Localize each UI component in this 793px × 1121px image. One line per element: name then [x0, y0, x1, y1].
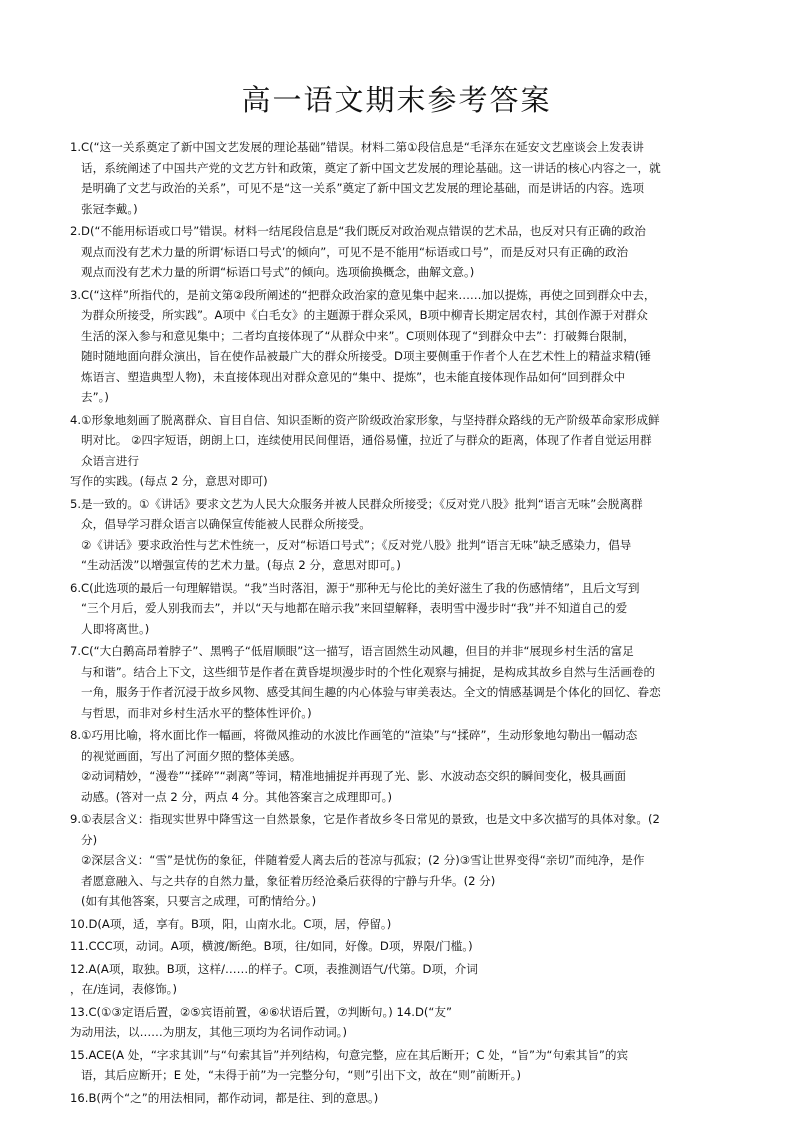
answer-continuation: ，在/连词，表修饰。) [70, 982, 177, 996]
answer-line: 6.C(此选项的最后一句理解错误。“我”当时落泪，源于“那种无与伦比的美好滋生了我的伤感情绪”，且后文写到 [70, 580, 640, 595]
answer-line: 12.A(A项，取独。B项，这样/……的样子。C项，表推测语气/代第。D项，介词 [70, 961, 478, 976]
answer-line: 人即将离世。) [81, 621, 150, 636]
answer-line: 1.C(“这一关系奠定了新中国文艺发展的理论基础”错误。材料二第①段信息是“毛泽东在延安文艺座谈会上发表讲 [70, 140, 644, 154]
answer-line: 观点而没有艺术力量的所谓“标语口号式”的倾向。选项偷换概念，曲解文意。) [81, 265, 475, 279]
answer-line: 生活的深入参与和意见集中；二者均直接体现了“从群众中来”。C项则体现了“到群众中去”：打破舞台限制， [81, 328, 635, 343]
answer-line: 一角，服务于作者沉浸于故乡风物、感受其间生趣的内心体验与审美表达。全文的情感基调是个体化的回忆、眷恋 [81, 685, 661, 699]
answer-line: 与哲思，而非对乡村生活水平的整体性评价。) [81, 705, 312, 720]
answer-line: 13.C(①③定语后置，②⑤宾语前置，④⑥状语后置，⑦判断句。) 14.D(“友” [70, 1004, 452, 1019]
answer-item [70, 641, 730, 723]
answer-line: 是明确了文艺与政治的关系”，可见不是“这一关系”奠定了新中国文艺发展的理论基础，而是讲话的内容。选项 [81, 181, 644, 195]
answer-continuation: 写作的实践。(每点 2 分，意思对即可) [70, 474, 268, 488]
answer-line: 15.ACE(A 处，“字求其训”与“句索其旨”并列结构，句意完整，应在其后断开；C 处，“旨”为“句索其旨”的宾 [70, 1047, 629, 1062]
answer-line: 张冠李戴。) [81, 201, 138, 216]
answer-line: 众语言进行 [81, 453, 139, 468]
answer-item [70, 578, 730, 640]
answer-subline: 者愿意融入、与之共存的自然力量，象征着历经沧桑后获得的宁静与升华。(2 分) [81, 873, 496, 888]
answer-item [70, 137, 730, 219]
answer-line: 2.D(“不能用标语或口号”错误。材料一结尾段信息是“我们既反对政治观点错误的艺术品，也反对只有正确的政治 [70, 224, 646, 238]
answer-line: 众，倡导学习群众语言以确保宣传能被人民群众所接受。 [81, 517, 371, 531]
answer-item [70, 494, 730, 576]
answer-line: 去”。) [81, 390, 109, 404]
answer-item [70, 725, 730, 807]
answer-item [70, 809, 730, 912]
answer-line: 语，其后应断开；E 处，“未得于前”为一完整分句，“则”引出下文，故在“则”前断开。) [81, 1068, 521, 1082]
answer-line: 炼语言、塑造典型人物)，未直接体现出对群众意见的“集中、提炼”，也未能直接体现作品如何“回到群众中 [81, 369, 626, 384]
answer-item [70, 285, 730, 408]
answer-item [70, 936, 730, 957]
answer-line: 为群众所接受，所实践”。A项中《白毛女》的主题源于群众采风，B项中柳青长期定居农村，其创作源于对群众 [81, 308, 648, 322]
answer-line: 5.是一致的。①《讲话》要求文艺为人民大众服务并被人民群众所接受；《反对党八股》批判“语言无味”会脱离群 [70, 496, 643, 511]
answer-subline: 动感。(答对一点 2 分，两点 4 分。其他答案言之成理即可。) [81, 789, 392, 804]
answer-item [70, 221, 730, 283]
answer-subline: ②《讲话》要求政治性与艺术性统一，反对“标语口号式”；《反对党八股》批判“语言无味”缺乏感染力，倡导 [81, 537, 632, 552]
answer-line: 的视觉画面，写出了河面夕照的整体美感。 [81, 748, 302, 763]
answer-item [70, 1045, 730, 1086]
answer-subline: ②动词精妙，“漫卷”“揉碎”“剥离”等词，精准地捕捉并再现了光、影、水波动态交织的瞬间变化，极具画面 [81, 769, 626, 783]
answer-line: 与和谐”。结合上下文，这些细节是作者在黄昏堤坝漫步时的个性化观察与捕捉，是构成其故乡自然与生活画卷的 [81, 664, 656, 679]
answer-list [70, 137, 730, 1110]
answer-item [70, 1088, 730, 1109]
answer-line: 3.C(“这样”所指代的，是前文第②段所阐述的“把群众政治家的意见集中起来……加以提炼，再使之回到群众中去， [70, 287, 656, 302]
answer-line: 分) [81, 832, 98, 847]
answer-subline: “生动活泼”以增强宣传的艺术力量。(每点 2 分，意思对即可。) [81, 558, 401, 572]
answer-line: 16.B(两个“之”的用法相同，都作动词，都是往、到的意思。) [70, 1090, 379, 1105]
answer-item [70, 410, 730, 492]
answer-line: 话，系统阐述了中国共产党的文艺方针和政策，奠定了新中国文艺发展的理论基础。这一讲话的核心内容之一，就 [81, 160, 661, 175]
answer-item [70, 959, 730, 1000]
page-title: 高一语文期末参考答案 [241, 83, 552, 117]
answer-line: 7.C(“大白鹅高昂着脖子”、黑鸭子“低眉顺眼”这一描写，语言固然生动风趣，但目的并非“展现乡村生活的富足 [70, 644, 634, 658]
answer-line: 9.①表层含义：指现实世界中降雪这一自然景象，它是作者故乡冬日常见的景致，也是文中多次描写的具体对象。(2 [70, 812, 660, 826]
answer-line: 明对比。 ②四字短语，朗朗上口，连续使用民间俚语，通俗易懂，拉近了与群众的距离，体现了作者自觉运用群 [81, 433, 652, 447]
answer-line: 4.①形象地刻画了脱离群众、盲目自信、知识歪断的资产阶级政治家形象，与坚持群众路线的无产阶级革命家形成鲜 [70, 412, 660, 427]
answer-line: 8.①巧用比喻，将水面比作一幅画，将微风推动的水波比作画笔的“渲染”与“揉碎”，生动形象地勾勒出一幅动态 [70, 728, 638, 742]
answer-line: 随时随地面向群众演出，旨在使作品被最广大的群众所接受。D项主要侧重于作者个人在艺术性上的精益求精(锤 [81, 349, 651, 363]
answer-line: 11.CCC项，动词。A项，横渡/断绝。B项，往/如同，好像。D项，界限/门槛。) [70, 939, 473, 953]
answer-continuation: 为动用法，以……为朋友，其他三项均为名词作动词。) [70, 1025, 347, 1039]
answer-line: 观点而没有艺术力量的所谓‘标语口号式’的倾向”，可见不是不能用“标语或口号”，而是反对只有正确的政治 [81, 244, 629, 259]
answer-item [70, 1002, 730, 1043]
answer-line: “三个月后，爱人别我而去”，并以“天与地都在暗示我”来回望解释，表明雪中漫步时“我”并不知道自己的爱 [81, 601, 628, 615]
answer-line: 10.D(A项，适，享有。B项，阳，山南水北。C项，居，停留。) [70, 916, 392, 931]
answer-item [70, 914, 730, 935]
answer-subline: (如有其他答案，只要言之成理，可酌情给分。) [81, 894, 317, 908]
answer-subline: ②深层含义：“雪”是忧伤的象征，伴随着爱人离去后的苍凉与孤寂；(2 分)③雪让世界变得“亲切”而纯净，是作 [81, 853, 645, 867]
